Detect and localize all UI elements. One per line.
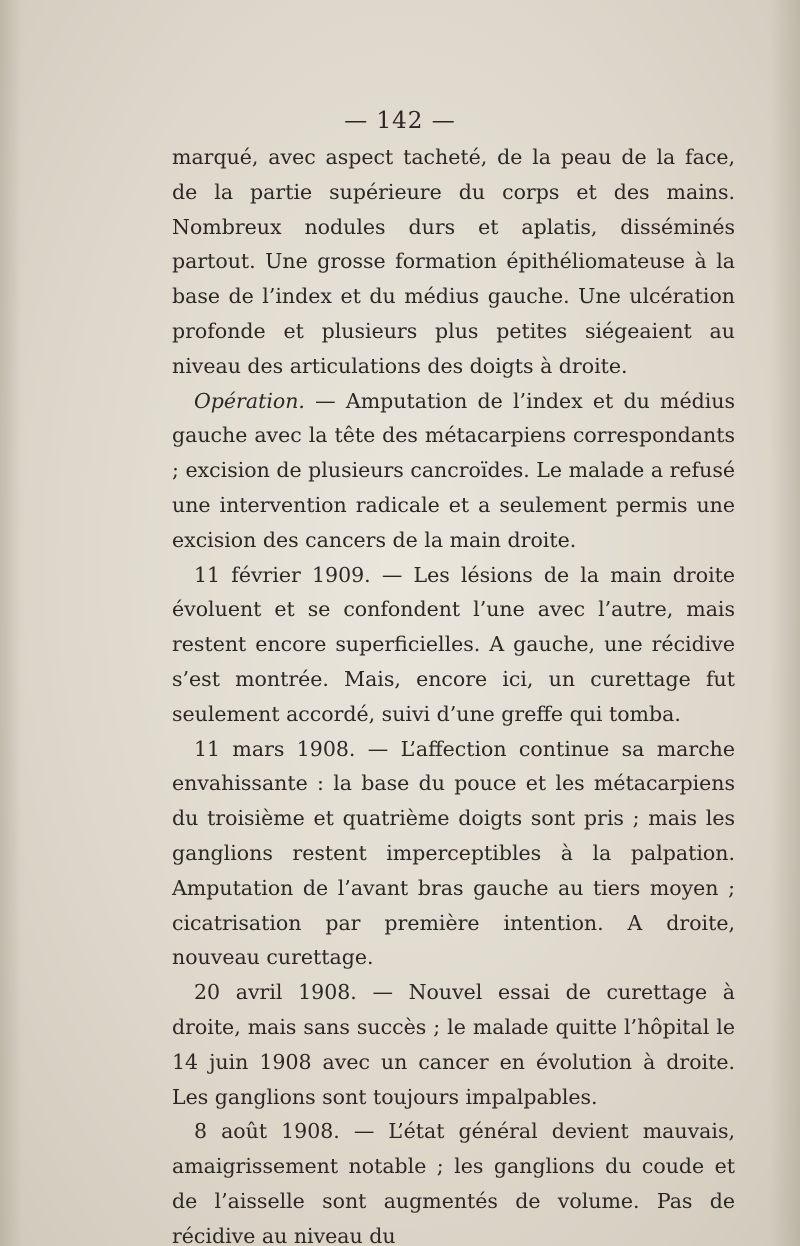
- paragraph-3-text: 11 février 1909. — Les lésions de la main droite évoluent et se confondent l’une avec l’autre, mais restent encore superficielles. A gauche, une récidive s’est montrée. Mais, encore ici, un curettage fut seulement accordé, suivi d’une greffe qui tomba.: [172, 562, 735, 726]
- paragraph-2-text: — Amputation de l’index et du médius gauche avec la tête des métacarpiens correspondants ; excision de plusieurs cancroïdes. Le malade a refusé une intervention radicale et a seulement permis une excision des cancers de la main droite.: [172, 388, 735, 552]
- paragraph-6-text: 8 août 1908. — L’état général devient mauvais, amaigrissement notable ; les ganglions du coude et de l’aisselle sont augmentés de volume. Pas de récidive au niveau du: [172, 1119, 735, 1246]
- paragraph-2-lead: Opération.: [194, 388, 305, 413]
- paragraph-4-text: 11 mars 1908. — L’affection continue sa marche envahissante : la base du pouce et les métacarpiens du troisième et quatrième doigts sont pris ; mais les ganglions restent imperceptibles à la palpation. Amputation de l’avant bras gauche au tiers moyen ; cicatrisation par première intention. A droite, nouveau curettage.: [172, 736, 735, 970]
- paragraph-4: [172, 732, 735, 976]
- body-text: [172, 140, 735, 1246]
- paragraph-2: [172, 384, 735, 558]
- paragraph-5-text: 20 avril 1908. — Nouvel essai de curettage à droite, mais sans succès ; le malade quitte l’hôpital le 14 juin 1908 avec un cancer en évolution à droite. Les ganglions sont toujours impalpables.: [172, 980, 735, 1109]
- paragraph-1: [172, 140, 735, 384]
- paragraph-3: [172, 558, 735, 732]
- paragraph-1-text: marqué, avec aspect tacheté, de la peau de la face, de la partie supérieure du corps et des mains. Nombreux nodules durs et aplatis, disséminés partout. Une grosse formation épithéliomateuse à la base de l’index et du médius gauche. Une ulcération profonde et plusieurs plus petites siégeaient au niveau des articulations des doigts à droite.: [172, 145, 735, 378]
- page-number: — 142 —: [344, 108, 456, 134]
- paragraph-6: [172, 1114, 735, 1246]
- paragraph-5: [172, 975, 735, 1114]
